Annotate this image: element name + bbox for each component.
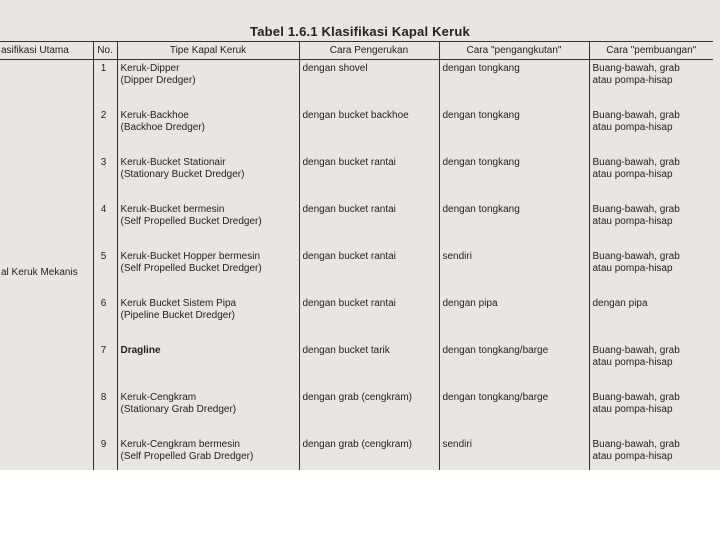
- transport-cell: sendiri: [439, 248, 589, 295]
- disposal-cell: [589, 60, 713, 108]
- disposal-line: Buang-bawah, grab: [592, 110, 680, 121]
- disposal-line-2: atau pompa-hisap: [592, 451, 673, 462]
- row-number: 5: [93, 248, 117, 295]
- dredging-cell: dengan bucket tarik: [299, 342, 439, 389]
- transport-cell: dengan tongkang: [439, 107, 589, 154]
- table-row: [0, 436, 713, 470]
- table-row: [0, 342, 713, 389]
- disposal-line-2: atau pompa-hisap: [592, 404, 673, 415]
- row-number: 2: [93, 107, 117, 154]
- transport-cell: dengan tongkang: [439, 60, 589, 108]
- type-english: (Backhoe Dredger): [120, 122, 205, 133]
- table-row: [0, 60, 713, 108]
- table-row: [0, 389, 713, 436]
- disposal-line-2: atau pompa-hisap: [592, 75, 673, 86]
- type-cell: [117, 248, 299, 295]
- type-cell: [117, 436, 299, 470]
- disposal-cell: [589, 436, 713, 470]
- type-name: Dragline: [120, 345, 161, 356]
- type-cell: [117, 60, 299, 108]
- header-transport: Cara "pengangkutan": [439, 42, 589, 60]
- disposal-line: Buang-bawah, grab: [592, 204, 680, 215]
- disposal-cell: [589, 342, 713, 389]
- dredging-cell: dengan bucket rantai: [299, 154, 439, 201]
- dredging-cell: dengan grab (cengkram): [299, 436, 439, 470]
- transport-cell: dengan tongkang/barge: [439, 342, 589, 389]
- dredging-cell: dengan shovel: [299, 60, 439, 108]
- type-cell: [117, 154, 299, 201]
- transport-cell: dengan pipa: [439, 295, 589, 342]
- dredging-cell: dengan bucket rantai: [299, 201, 439, 248]
- type-cell: [117, 389, 299, 436]
- header-classification: asifikasi Utama: [0, 42, 93, 60]
- table-row: [0, 107, 713, 154]
- table-row: [0, 154, 713, 201]
- transport-cell: dengan tongkang/barge: [439, 389, 589, 436]
- disposal-line: Buang-bawah, grab: [592, 392, 680, 403]
- disposal-line: dengan pipa: [592, 298, 648, 309]
- type-english: (Dipper Dredger): [120, 75, 196, 86]
- row-number: 3: [93, 154, 117, 201]
- disposal-line: Buang-bawah, grab: [592, 251, 680, 262]
- dredging-cell: dengan grab (cengkram): [299, 389, 439, 436]
- row-number: 8: [93, 389, 117, 436]
- type-name: Keruk-Dipper: [120, 63, 180, 74]
- type-english: (Self Propelled Bucket Dredger): [120, 263, 262, 274]
- table-row: [0, 295, 713, 342]
- row-number: 7: [93, 342, 117, 389]
- type-name: Keruk-Cengkram: [120, 392, 197, 403]
- header-row: [0, 42, 713, 60]
- transport-cell: dengan tongkang: [439, 201, 589, 248]
- dredging-cell: dengan bucket backhoe: [299, 107, 439, 154]
- disposal-cell: [589, 389, 713, 436]
- disposal-line-2: atau pompa-hisap: [592, 216, 673, 227]
- row-number: 1: [93, 60, 117, 108]
- disposal-line-2: atau pompa-hisap: [592, 357, 673, 368]
- header-no: No.: [93, 42, 117, 60]
- transport-cell: sendiri: [439, 436, 589, 470]
- row-number: 6: [93, 295, 117, 342]
- dredger-classification-table: [0, 41, 713, 470]
- header-type: Tipe Kapal Keruk: [117, 42, 299, 60]
- row-number: 9: [93, 436, 117, 470]
- type-english: (Self Propelled Bucket Dredger): [120, 216, 262, 227]
- type-cell: [117, 295, 299, 342]
- type-english: (Self Propelled Grab Dredger): [120, 451, 254, 462]
- disposal-line: Buang-bawah, grab: [592, 439, 680, 450]
- dredging-cell: dengan bucket rantai: [299, 248, 439, 295]
- header-dredging: Cara Pengerukan: [299, 42, 439, 60]
- type-name: Keruk-Backhoe: [120, 110, 189, 121]
- disposal-cell: [589, 248, 713, 295]
- type-name: Keruk-Bucket bermesin: [120, 204, 225, 215]
- disposal-cell: [589, 154, 713, 201]
- transport-cell: dengan tongkang: [439, 154, 589, 201]
- type-name: Keruk Bucket Sistem Pipa: [120, 298, 237, 309]
- type-name: Keruk-Cengkram bermesin: [120, 439, 240, 450]
- disposal-line: Buang-bawah, grab: [592, 63, 680, 74]
- disposal-cell: [589, 107, 713, 154]
- table-title: Tabel 1.6.1 Klasifikasi Kapal Keruk: [250, 24, 470, 39]
- disposal-line: Buang-bawah, grab: [592, 345, 680, 356]
- type-english: (Stationary Bucket Dredger): [120, 169, 245, 180]
- table-row: [0, 201, 713, 248]
- type-name: Keruk-Bucket Hopper bermesin: [120, 251, 261, 262]
- type-name: Keruk-Bucket Stationair: [120, 157, 226, 168]
- dredging-cell: dengan bucket rantai: [299, 295, 439, 342]
- type-english: (Stationary Grab Dredger): [120, 404, 237, 415]
- disposal-cell: [589, 201, 713, 248]
- disposal-line-2: atau pompa-hisap: [592, 122, 673, 133]
- table-row: [0, 248, 713, 295]
- classification-cell: al Keruk Mekanis: [1, 267, 78, 279]
- disposal-line-2: atau pompa-hisap: [592, 263, 673, 274]
- row-number: 4: [93, 201, 117, 248]
- header-disposal: Cara "pembuangan": [589, 42, 713, 60]
- type-english: (Pipeline Bucket Dredger): [120, 310, 235, 321]
- type-cell: [117, 201, 299, 248]
- disposal-line: Buang-bawah, grab: [592, 157, 680, 168]
- type-cell: [117, 107, 299, 154]
- disposal-cell: [589, 295, 713, 342]
- type-cell: [117, 342, 299, 389]
- disposal-line-2: atau pompa-hisap: [592, 169, 673, 180]
